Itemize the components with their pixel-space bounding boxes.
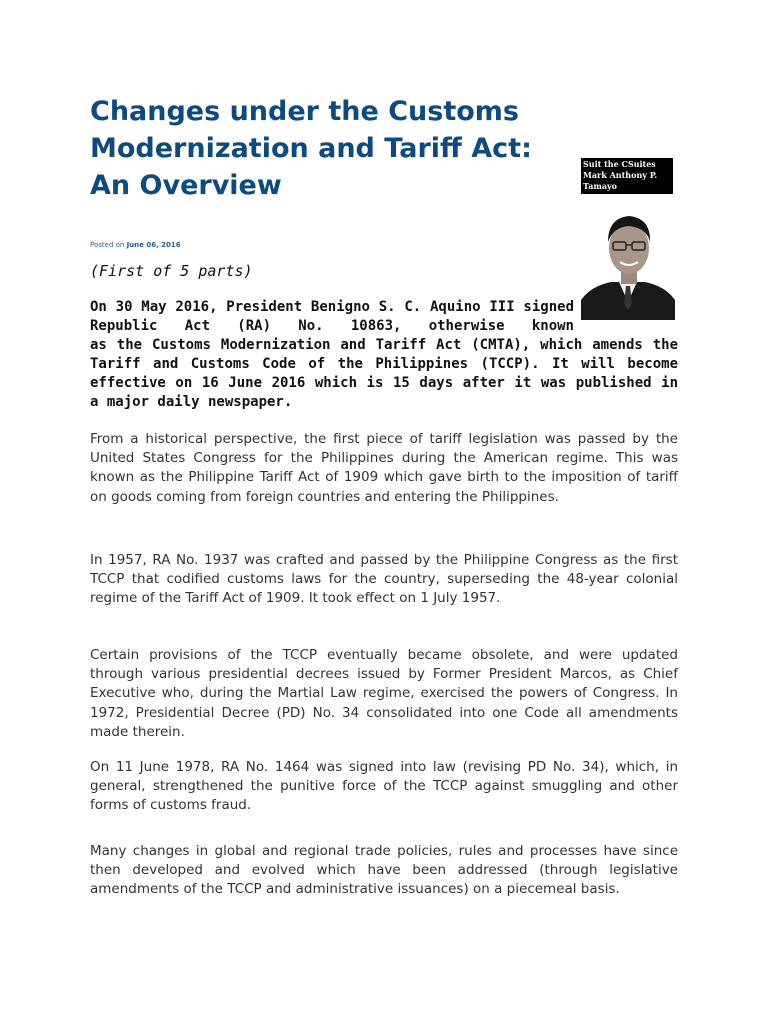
article-title: Changes under the Customs Modernization and Tariff Act: An Overview [90,96,532,201]
body-paragraph: From a historical perspective, the first piece of tariff legislation was passed by the United States Congress for the Philippines during the American regime. This was known as the Philippine Tariff Act of 1909 which gave birth to the imposition of tariff on goods coming from foreign countries and entering the Philippines. [90,431,678,505]
author-name-line1: Mark Anthony P. [583,170,658,180]
author-label [581,158,673,194]
lead-paragraph [90,298,678,412]
lead-first-line: On 30 May 2016, President Benigno S. C. Aquino III signed Republic Act (RA) No. 10863, otherwise known [90,299,574,334]
body-paragraph: Many changes in global and regional trade policies, rules and processes have since then developed and evolved which have been addressed (through legislative amendments of the TCCP and administrative issuances) on a piecemeal basis. [90,843,678,898]
posted-prefix: Posted on [90,241,127,249]
posted-date [90,241,181,249]
body-paragraph: On 11 June 1978, RA No. 1464 was signed into law (revising PD No. 34), which, in general, strengthened the punitive force of the TCCP against smuggling and other forms of customs fraud. [90,759,678,814]
part-label: (First of 5 parts) [90,262,253,280]
body-paragraph: In 1957, RA No. 1937 was crafted and passed by the Philippine Congress as the first TCCP that codified customs laws for the country, superseding the 48-year colonial regime of the Tariff Act of 1909. It took effect on 1 July 1957. [90,552,678,607]
column-name: Suit the CSuites [583,159,656,169]
author-box [581,158,675,320]
body-paragraph: Certain provisions of the TCCP eventually became obsolete, and were updated through various presidential decrees issued by Former President Marcos, as Chief Executive who, during the Martial Law regime, exercised the powers of Congress. In 1972, Presidential Decree (PD) No. 34 consolidated into one Code all amendments made therein. [90,647,678,740]
lead-rest: as the Customs Modernization and Tariff Act (CMTA), which amends the Tariff and Customs Code of the Philippines (TCCP). It will become effective on 16 June 2016 which is 15 days after it was published in a major daily newspaper. [90,337,678,410]
author-name-line2: Tamayo [583,181,618,191]
posted-date-value: June 06, 2016 [126,241,181,249]
